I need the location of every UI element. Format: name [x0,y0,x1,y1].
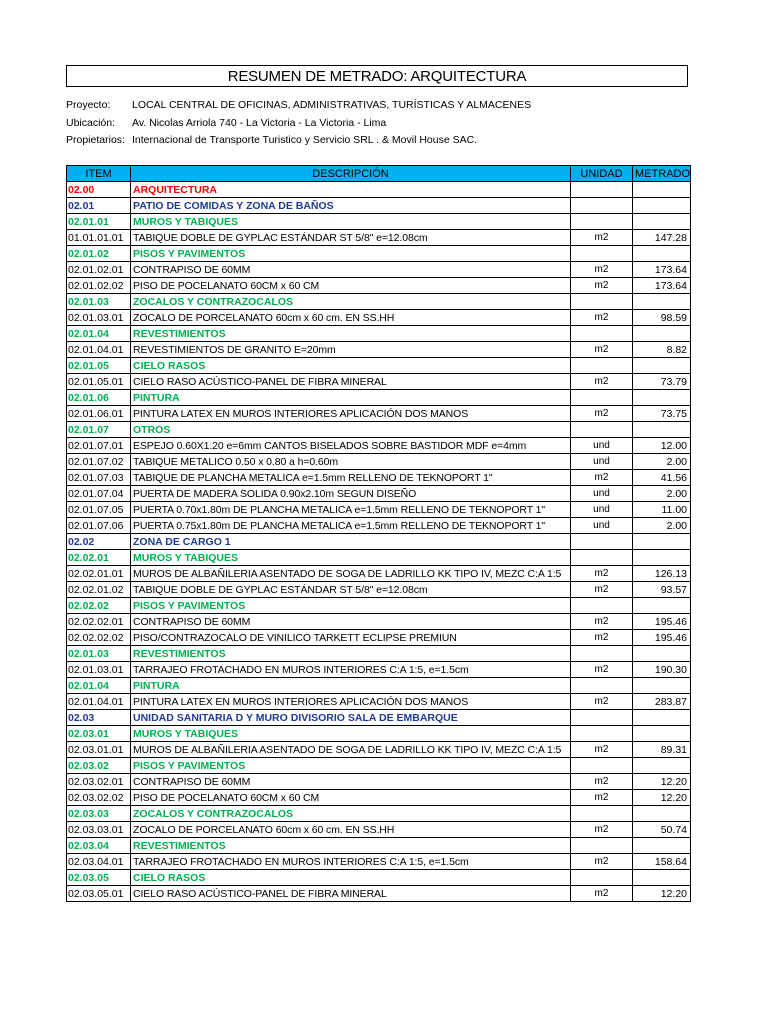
info-row-ubicacion [66,115,706,131]
section-row [67,326,691,342]
unidad-cell [571,838,633,854]
description-cell: PISOS Y PAVIMENTOS [131,246,571,262]
item-cell: 02.01.04.01 [67,694,131,710]
item-cell: 02.03.02.02 [67,790,131,806]
section-row [67,246,691,262]
description-cell: PISOS Y PAVIMENTOS [131,598,571,614]
metrado-cell [633,550,691,566]
unidad-cell: und [571,438,633,454]
description-cell: CIELO RASOS [131,358,571,374]
metrado-cell [633,678,691,694]
unidad-cell [571,198,633,214]
metrado-cell: 147.28 [633,230,691,246]
metrado-cell: 2.00 [633,454,691,470]
unidad-cell: und [571,486,633,502]
unidad-cell: m2 [571,582,633,598]
unidad-cell: m2 [571,742,633,758]
item-cell: 02.02.02 [67,598,131,614]
metrado-cell: 2.00 [633,486,691,502]
description-cell: TABIQUE DOBLE DE GYPLAC ESTÁNDAR ST 5/8" e=12.08cm [131,230,571,246]
table-body [67,182,691,902]
section-row [67,758,691,774]
table-row [67,582,691,598]
item-cell: 01.01.01.01 [67,230,131,246]
unidad-cell [571,758,633,774]
description-cell: TABIQUE DOBLE DE GYPLAC ESTÁNDAR ST 5/8" e=12.08cm [131,582,571,598]
metrado-table [66,165,691,902]
description-cell: MUROS Y TABIQUES [131,214,571,230]
section-row [67,550,691,566]
section-row [67,646,691,662]
section-row [67,390,691,406]
table-row [67,662,691,678]
item-cell: 02.01.03 [67,294,131,310]
item-cell: 02.01.06 [67,390,131,406]
description-cell: TABIQUE DE PLANCHA METALICA e=1.5mm RELLENO DE TEKNOPORT 1" [131,470,571,486]
section-row [67,422,691,438]
metrado-cell [633,838,691,854]
metrado-cell: 126.13 [633,566,691,582]
metrado-cell: 283.87 [633,694,691,710]
description-cell: PINTURA LATEX EN MUROS INTERIORES APLICACIÓN DOS MANOS [131,406,571,422]
metrado-cell: 12.00 [633,438,691,454]
metrado-cell: 12.20 [633,774,691,790]
item-cell: 02.01.07.02 [67,454,131,470]
table-row [67,310,691,326]
description-cell: PISO DE POCELANATO 60CM x 60 CM [131,278,571,294]
section-row [67,838,691,854]
description-cell: CIELO RASOS [131,870,571,886]
metrado-cell [633,646,691,662]
item-cell: 02.02.01.01 [67,566,131,582]
unidad-cell: m2 [571,694,633,710]
section-row [67,534,691,550]
unidad-cell: m2 [571,630,633,646]
item-cell: 02.01.03.01 [67,310,131,326]
metrado-cell: 158.64 [633,854,691,870]
description-cell: CONTRAPISO DE 60MM [131,614,571,630]
table-row [67,262,691,278]
description-cell: PUERTA 0.75x1.80m DE PLANCHA METALICA e=1.5mm RELLENO DE TEKNOPORT 1" [131,518,571,534]
item-cell: 02.01.04 [67,326,131,342]
info-value: Av. Nicolas Arriola 740 - La Victoria - La Victoria - Lima [132,117,387,129]
description-cell: TARRAJEO FROTACHADO EN MUROS INTERIORES C:A 1:5, e=1.5cm [131,854,571,870]
item-cell: 02.03.04 [67,838,131,854]
item-cell: 02.01.04 [67,678,131,694]
unidad-cell [571,390,633,406]
info-label: Propietarios: [66,134,125,146]
unidad-cell: m2 [571,278,633,294]
unidad-cell: m2 [571,854,633,870]
description-cell: CIELO RASO ACÚSTICO-PANEL DE FIBRA MINERAL [131,374,571,390]
item-cell: 02.01.07.01 [67,438,131,454]
metrado-cell: 11.00 [633,502,691,518]
unidad-cell [571,646,633,662]
metrado-cell [633,182,691,198]
metrado-cell: 12.20 [633,886,691,902]
unidad-cell [571,598,633,614]
metrado-cell: 73.75 [633,406,691,422]
metrado-cell: 2.00 [633,518,691,534]
metrado-cell: 173.64 [633,278,691,294]
unidad-cell: m2 [571,790,633,806]
item-cell: 02.01.05 [67,358,131,374]
unidad-cell [571,534,633,550]
metrado-cell: 190.30 [633,662,691,678]
metrado-cell: 195.46 [633,630,691,646]
description-cell: REVESTIMIENTOS [131,838,571,854]
description-cell: UNIDAD SANITARIA D Y MURO DIVISORIO SALA DE EMBARQUE [131,710,571,726]
metrado-cell [633,214,691,230]
table-row [67,502,691,518]
metrado-cell [633,598,691,614]
metrado-cell: 73.79 [633,374,691,390]
header-metrado: METRADO [633,166,691,182]
table-row [67,486,691,502]
description-cell: TARRAJEO FROTACHADO EN MUROS INTERIORES C:A 1:5, e=1.5cm [131,662,571,678]
table-row [67,694,691,710]
item-cell: 02.01.04.01 [67,342,131,358]
header-item: ITEM [67,166,131,182]
item-cell: 02.01.02.01 [67,262,131,278]
metrado-cell [633,198,691,214]
metrado-cell [633,358,691,374]
section-row [67,726,691,742]
unidad-cell [571,726,633,742]
description-cell: CONTRAPISO DE 60MM [131,774,571,790]
table-row [67,614,691,630]
info-label: Ubicación: [66,117,116,129]
description-cell: PISOS Y PAVIMENTOS [131,758,571,774]
section-row [67,870,691,886]
header-unidad: UNIDAD [571,166,633,182]
unidad-cell [571,326,633,342]
item-cell: 02.03.02.01 [67,774,131,790]
metrado-cell [633,534,691,550]
metrado-cell: 93.57 [633,582,691,598]
unidad-cell: m2 [571,822,633,838]
description-cell: MUROS DE ALBAÑILERIA ASENTADO DE SOGA DE LADRILLO KK TIPO IV, MEZC C:A 1:5 [131,742,571,758]
unidad-cell: m2 [571,566,633,582]
item-cell: 02.02.02.02 [67,630,131,646]
description-cell: PINTURA [131,390,571,406]
unidad-cell: und [571,518,633,534]
unidad-cell [571,422,633,438]
metrado-cell: 41.56 [633,470,691,486]
unidad-cell: m2 [571,774,633,790]
section-row [67,598,691,614]
table-row [67,374,691,390]
item-cell: 02.03 [67,710,131,726]
table-header-row [67,166,691,182]
unidad-cell: m2 [571,470,633,486]
unidad-cell [571,182,633,198]
description-cell: CONTRAPISO DE 60MM [131,262,571,278]
table-row [67,566,691,582]
info-value: Internacional de Transporte Turistico y Servicio SRL . & Movil House SAC. [132,134,478,146]
table-row [67,630,691,646]
item-cell: 02.02.01 [67,550,131,566]
unidad-cell [571,806,633,822]
metrado-cell: 173.64 [633,262,691,278]
section-row [67,198,691,214]
metrado-cell: 89.31 [633,742,691,758]
table-row [67,230,691,246]
item-cell: 02.01.05.01 [67,374,131,390]
unidad-cell: m2 [571,406,633,422]
description-cell: MUROS Y TABIQUES [131,726,571,742]
info-value: LOCAL CENTRAL DE OFICINAS, ADMINISTRATIVAS, TURÍSTICAS Y ALMACENES [132,99,532,111]
description-cell: MUROS DE ALBAÑILERIA ASENTADO DE SOGA DE LADRILLO KK TIPO IV, MEZC C:A 1:5 [131,566,571,582]
item-cell: 02.01.06.01 [67,406,131,422]
description-cell: PUERTA 0.70x1.80m DE PLANCHA METALICA e=1.5mm RELLENO DE TEKNOPORT 1" [131,502,571,518]
unidad-cell: m2 [571,310,633,326]
table-row [67,438,691,454]
description-cell: ZOCALOS Y CONTRAZOCALOS [131,806,571,822]
info-label: Proyecto: [66,99,111,111]
info-row-proyecto [66,97,706,113]
table-row [67,470,691,486]
description-cell: ZOCALO DE PORCELANATO 60cm x 60 cm. EN SS.HH [131,310,571,326]
item-cell: 02.00 [67,182,131,198]
item-cell: 02.02 [67,534,131,550]
unidad-cell: und [571,454,633,470]
unidad-cell: m2 [571,342,633,358]
description-cell: ZONA DE CARGO 1 [131,534,571,550]
item-cell: 02.03.01.01 [67,742,131,758]
unidad-cell [571,870,633,886]
info-row-propietarios [66,132,706,148]
description-cell: ZOCALO DE PORCELANATO 60cm x 60 cm. EN SS.HH [131,822,571,838]
metrado-cell [633,726,691,742]
description-cell: REVESTIMIENTOS [131,326,571,342]
unidad-cell [571,550,633,566]
table-row [67,886,691,902]
description-cell: ZOCALOS Y CONTRAZOCALOS [131,294,571,310]
metrado-cell: 12.20 [633,790,691,806]
description-cell: PUERTA DE MADERA SOLIDA 0.90x2.10m SEGUN DISEÑO [131,486,571,502]
item-cell: 02.03.05.01 [67,886,131,902]
table-row [67,278,691,294]
section-row [67,806,691,822]
metrado-cell [633,294,691,310]
table-row [67,342,691,358]
item-cell: 02.03.04.01 [67,854,131,870]
table-row [67,854,691,870]
item-cell: 02.03.05 [67,870,131,886]
description-cell: PATIO DE COMIDAS Y ZONA DE BAÑOS [131,198,571,214]
item-cell: 02.01.02 [67,246,131,262]
description-cell: PISO/CONTRAZOCALO DE VINILICO TARKETT ECLIPSE PREMIUN [131,630,571,646]
metrado-cell: 50.74 [633,822,691,838]
item-cell: 02.03.03.01 [67,822,131,838]
item-cell: 02.01.07.04 [67,486,131,502]
item-cell: 02.01.07.06 [67,518,131,534]
item-cell: 02.02.01.02 [67,582,131,598]
table-row [67,454,691,470]
unidad-cell: m2 [571,374,633,390]
description-cell: PISO DE POCELANATO 60CM x 60 CM [131,790,571,806]
unidad-cell [571,214,633,230]
table-row [67,790,691,806]
section-row [67,294,691,310]
item-cell: 02.03.03 [67,806,131,822]
section-row [67,710,691,726]
metrado-cell [633,246,691,262]
section-row [67,678,691,694]
unidad-cell [571,678,633,694]
metrado-cell [633,870,691,886]
metrado-cell [633,326,691,342]
table-row [67,518,691,534]
item-cell: 02.01.03.01 [67,662,131,678]
description-cell: ESPEJO 0.60X1.20 e=6mm CANTOS BISELADOS SOBRE BASTIDOR MDF e=4mm [131,438,571,454]
item-cell: 02.01.07 [67,422,131,438]
metrado-cell [633,806,691,822]
item-cell: 02.01 [67,198,131,214]
description-cell: CIELO RASO ACÚSTICO-PANEL DE FIBRA MINERAL [131,886,571,902]
item-cell: 02.01.07.05 [67,502,131,518]
metrado-cell [633,758,691,774]
section-row [67,358,691,374]
unidad-cell [571,710,633,726]
metrado-cell: 98.59 [633,310,691,326]
unidad-cell: m2 [571,230,633,246]
metrado-cell [633,390,691,406]
metrado-cell [633,710,691,726]
unidad-cell: m2 [571,262,633,278]
description-cell: PINTURA LATEX EN MUROS INTERIORES APLICACIÓN DOS MANOS [131,694,571,710]
item-cell: 02.01.07.03 [67,470,131,486]
section-row [67,214,691,230]
unidad-cell [571,358,633,374]
description-cell: TABIQUE METALICO 0.50 x 0.80 a h=0.60m [131,454,571,470]
table-row [67,774,691,790]
description-cell: REVESTIMIENTOS DE GRANITO E=20mm [131,342,571,358]
table-row [67,822,691,838]
item-cell: 02.01.03 [67,646,131,662]
description-cell: OTROS [131,422,571,438]
metrado-cell: 195.46 [633,614,691,630]
header-descripcion: DESCRIPCIÓN [131,166,571,182]
document-title: RESUMEN DE METRADO: ARQUITECTURA [66,65,688,87]
metrado-cell [633,422,691,438]
description-cell: REVESTIMIENTOS [131,646,571,662]
description-cell: ARQUITECTURA [131,182,571,198]
unidad-cell [571,246,633,262]
unidad-cell: und [571,502,633,518]
unidad-cell [571,294,633,310]
metrado-cell: 8.82 [633,342,691,358]
item-cell: 02.01.01 [67,214,131,230]
item-cell: 02.03.02 [67,758,131,774]
description-cell: MUROS Y TABIQUES [131,550,571,566]
item-cell: 02.02.02.01 [67,614,131,630]
unidad-cell: m2 [571,662,633,678]
table-row [67,406,691,422]
item-cell: 02.01.02.02 [67,278,131,294]
table-row [67,742,691,758]
item-cell: 02.03.01 [67,726,131,742]
unidad-cell: m2 [571,614,633,630]
description-cell: PINTURA [131,678,571,694]
unidad-cell: m2 [571,886,633,902]
section-row [67,182,691,198]
